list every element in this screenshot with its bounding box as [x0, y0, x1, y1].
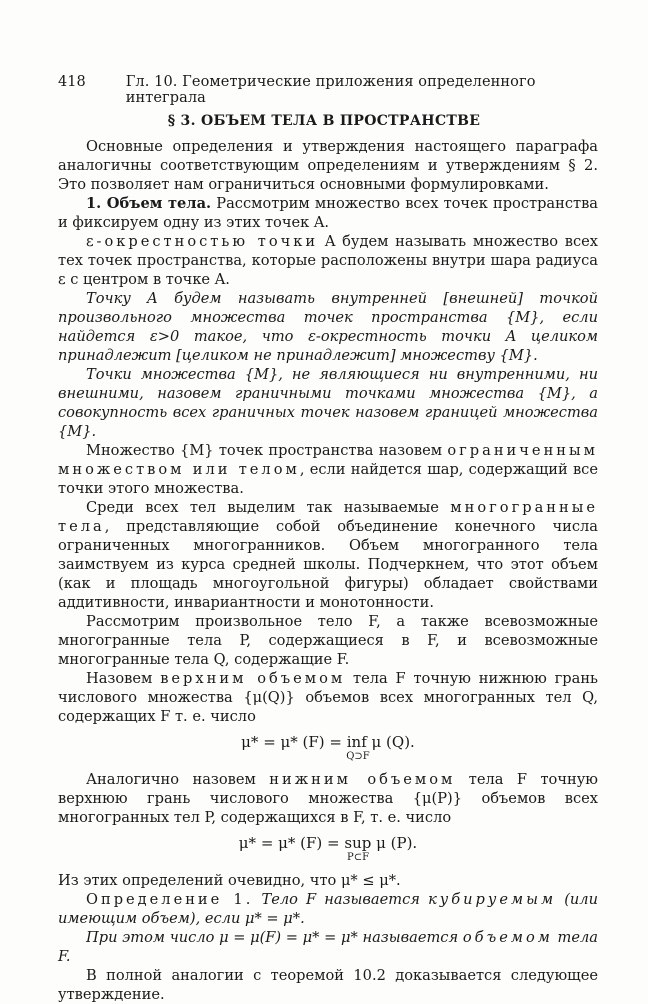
- text-run: тела F точную нижнюю грань числового множества {μ(Q)} объемов всех многогранных тел Q, содержащих F т. е. число: [58, 670, 598, 725]
- paragraph-neighborhood: [58, 232, 598, 289]
- paragraph-volume-text: Рассмотрим множество всех точек пространства и фиксируем одну из этих точек A.: [58, 195, 598, 231]
- page-number: 418: [58, 74, 86, 90]
- formula-lower-volume: [58, 833, 598, 863]
- term-lower-volume: нижним объемом: [269, 771, 456, 788]
- formula-text: μ* = μ* (F) = sup μ (P).: [238, 834, 418, 852]
- paragraph-upper-volume: [58, 669, 598, 726]
- running-title: Гл. 10. Геометрические приложения определенного интеграла: [125, 74, 536, 106]
- formula-upper-volume: [58, 732, 598, 762]
- paragraph-volume: [58, 194, 598, 232]
- paragraph-boundary: Точки множества {M}, не являющиеся ни внутренними, ни внешними, назовем граничными точками множества {M}, а совокупность всех граничных точек назовем границей множества {M}.: [58, 366, 598, 440]
- subsection-heading: 1. Объем тела.: [86, 195, 212, 212]
- text-run: Множество {M} точек пространства назовем: [86, 442, 448, 459]
- text-run: тела F.: [58, 929, 598, 965]
- text-run: (или имеющим объем), если μ* = μ*.: [58, 891, 598, 927]
- paragraph-lower-volume: [58, 770, 598, 827]
- text-run: , представляющие собой объединение конечного числа ограниченных многогранников. Объем многогранного тела заимствуем из курса средней школы. Подчеркнем, что этот объем (как и площадь многоугольной фигуры) обладает свойствами аддитивности, инвариантности и монотонности.: [58, 518, 598, 611]
- section-title: § 3. ОБЪЕМ ТЕЛА В ПРОСТРАНСТВЕ: [167, 113, 481, 129]
- paragraph-bounded-set: [58, 441, 598, 498]
- formula-subscript: P⊂F: [346, 852, 370, 863]
- term-polyhedral: многогранные тела: [58, 499, 598, 535]
- paragraph-theorem-ref: В полной аналогии с теоремой 10.2 доказывается следующее утверждение.: [58, 967, 598, 1003]
- definition-label: Определение 1.: [86, 891, 254, 908]
- paragraph-inner-point: Точку A будем называть внутренней [внешней] точкой произвольного множества точек пространства {M}, если найдется ε>0 такое, что ε-окрестность точки A целиком принадлежит [целиком не принадлежит] множеству {M}.: [58, 290, 598, 364]
- text-run: Тело F называется: [253, 891, 429, 908]
- term-cubable: кубируемым: [428, 891, 557, 908]
- paragraph-neighborhood-text: A будем называть множество всех тех точек пространства, которые расположены внутри шара радиуса ε с центром в точке A.: [58, 233, 599, 288]
- formula-subscript: Q⊃F: [346, 751, 370, 762]
- paragraph-definition: [58, 890, 598, 928]
- paragraph-inequality: Из этих определений очевидно, что μ* ≤ μ*.: [58, 872, 401, 889]
- text-run: Аналогично назовем: [86, 771, 270, 788]
- text-run: , если найдется шар, содержащий все точки этого множества.: [58, 461, 598, 497]
- running-header: [58, 74, 598, 106]
- text-run: При этом число μ = μ(F) = μ* = μ* называется: [86, 929, 463, 946]
- text-run: Среди всех тел выделим так называемые: [86, 499, 451, 516]
- paragraph-intro: Основные определения и утверждения настоящего параграфа аналогичны соответствующим определениям и утверждениям § 2. Это позволяет нам ограничиться основными формулировками.: [58, 138, 598, 193]
- term-upper-volume: верхним объемом: [160, 670, 346, 687]
- text-run: тела F точную верхнюю грань числового множества {μ(P)} объемов всех многогранных тел P, содержащихся в F, т. е. число: [58, 771, 598, 826]
- paragraph-arbitrary-body: Рассмотрим произвольное тело F, а также всевозможные многогранные тела P, содержащиеся в F, и всевозможные многогранные тела Q, содержащие F.: [58, 613, 598, 668]
- body-text: [58, 137, 598, 1004]
- paragraph-polyhedral: [58, 498, 598, 612]
- paragraph-volume-number: [58, 928, 598, 966]
- text-run: Назовем: [86, 670, 161, 687]
- term-bounded-set: ограниченным множеством или телом: [58, 442, 598, 478]
- term-volume: объемом: [462, 929, 553, 946]
- term-neighborhood: ε-окрестностью точки: [86, 233, 319, 250]
- formula-text: μ* = μ* (F) = inf μ (Q).: [241, 733, 415, 751]
